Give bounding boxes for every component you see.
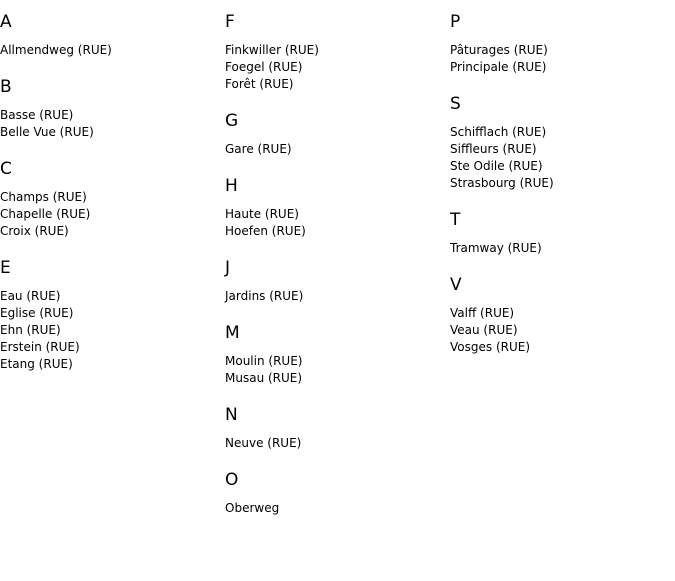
letter-heading: A	[0, 12, 12, 32]
letter-group	[450, 210, 675, 257]
letter-group	[0, 12, 225, 59]
street-list	[225, 353, 450, 387]
letter-heading: C	[0, 159, 12, 179]
street-link[interactable]: Tramway (RUE)	[450, 241, 542, 255]
street-link[interactable]: Ste Odile (RUE)	[450, 159, 543, 173]
street-list	[225, 435, 450, 452]
street-link[interactable]: Valff (RUE)	[450, 306, 515, 320]
letter-group	[225, 323, 450, 387]
letter-group	[450, 275, 675, 356]
street-list	[450, 124, 675, 192]
street-list	[450, 305, 675, 356]
street-list	[225, 206, 450, 240]
street-list	[0, 42, 225, 59]
index-column	[0, 12, 225, 391]
letter-group	[225, 12, 450, 93]
street-link[interactable]: Neuve (RUE)	[225, 436, 302, 450]
street-link[interactable]: Champs (RUE)	[0, 190, 87, 204]
street-link[interactable]: Principale (RUE)	[450, 60, 547, 74]
street-link[interactable]: Jardins (RUE)	[225, 289, 304, 303]
letter-heading: O	[225, 470, 239, 490]
street-list	[225, 288, 450, 305]
letter-heading: S	[450, 94, 461, 114]
street-link[interactable]: Moulin (RUE)	[225, 354, 303, 368]
street-link[interactable]: Siffleurs (RUE)	[450, 142, 537, 156]
letter-heading: F	[225, 12, 235, 32]
letter-heading: M	[225, 323, 240, 343]
street-link[interactable]: Veau (RUE)	[450, 323, 518, 337]
street-list	[225, 42, 450, 93]
letter-heading: B	[0, 77, 12, 97]
street-link[interactable]: Allmendweg (RUE)	[0, 43, 112, 57]
letter-heading: J	[225, 258, 231, 278]
street-link[interactable]: Schifflach (RUE)	[450, 125, 547, 139]
street-link[interactable]: Erstein (RUE)	[0, 340, 80, 354]
street-link[interactable]: Eglise (RUE)	[0, 306, 74, 320]
street-link[interactable]: Foegel (RUE)	[225, 60, 303, 74]
street-link[interactable]: Etang (RUE)	[0, 357, 73, 371]
street-link[interactable]: Strasbourg (RUE)	[450, 176, 554, 190]
street-link[interactable]: Gare (RUE)	[225, 142, 292, 156]
street-link[interactable]: Pâturages (RUE)	[450, 43, 548, 57]
street-list	[0, 189, 225, 240]
index-column	[225, 12, 450, 535]
letter-group	[225, 258, 450, 305]
street-list	[450, 42, 675, 76]
street-link[interactable]: Hoefen (RUE)	[225, 224, 306, 238]
letter-group	[225, 470, 450, 517]
letter-heading: G	[225, 111, 239, 131]
street-link[interactable]: Forêt (RUE)	[225, 77, 294, 91]
letter-heading: P	[450, 12, 461, 32]
street-list	[225, 500, 450, 517]
street-link[interactable]: Vosges (RUE)	[450, 340, 531, 354]
street-list	[225, 141, 450, 158]
street-link[interactable]: Eau (RUE)	[0, 289, 61, 303]
letter-heading: E	[0, 258, 11, 278]
street-list	[450, 240, 675, 257]
letter-heading: T	[450, 210, 461, 230]
letter-heading: H	[225, 176, 238, 196]
street-list	[0, 107, 225, 141]
street-link[interactable]: Belle Vue (RUE)	[0, 125, 94, 139]
street-link[interactable]: Oberweg	[225, 501, 280, 515]
street-link[interactable]: Haute (RUE)	[225, 207, 299, 221]
letter-group	[450, 12, 675, 76]
street-link[interactable]: Basse (RUE)	[0, 108, 74, 122]
street-link[interactable]: Ehn (RUE)	[0, 323, 61, 337]
letter-group	[0, 77, 225, 141]
street-link[interactable]: Chapelle (RUE)	[0, 207, 91, 221]
letter-group	[0, 159, 225, 240]
index-column	[450, 12, 675, 374]
letter-heading: N	[225, 405, 238, 425]
street-link[interactable]: Croix (RUE)	[0, 224, 69, 238]
letter-group	[0, 258, 225, 373]
letter-group	[225, 111, 450, 158]
street-link[interactable]: Musau (RUE)	[225, 371, 303, 385]
street-link[interactable]: Finkwiller (RUE)	[225, 43, 319, 57]
letter-group	[450, 94, 675, 192]
letter-group	[225, 405, 450, 452]
letter-heading: V	[450, 275, 462, 295]
letter-group	[225, 176, 450, 240]
street-list	[0, 288, 225, 373]
